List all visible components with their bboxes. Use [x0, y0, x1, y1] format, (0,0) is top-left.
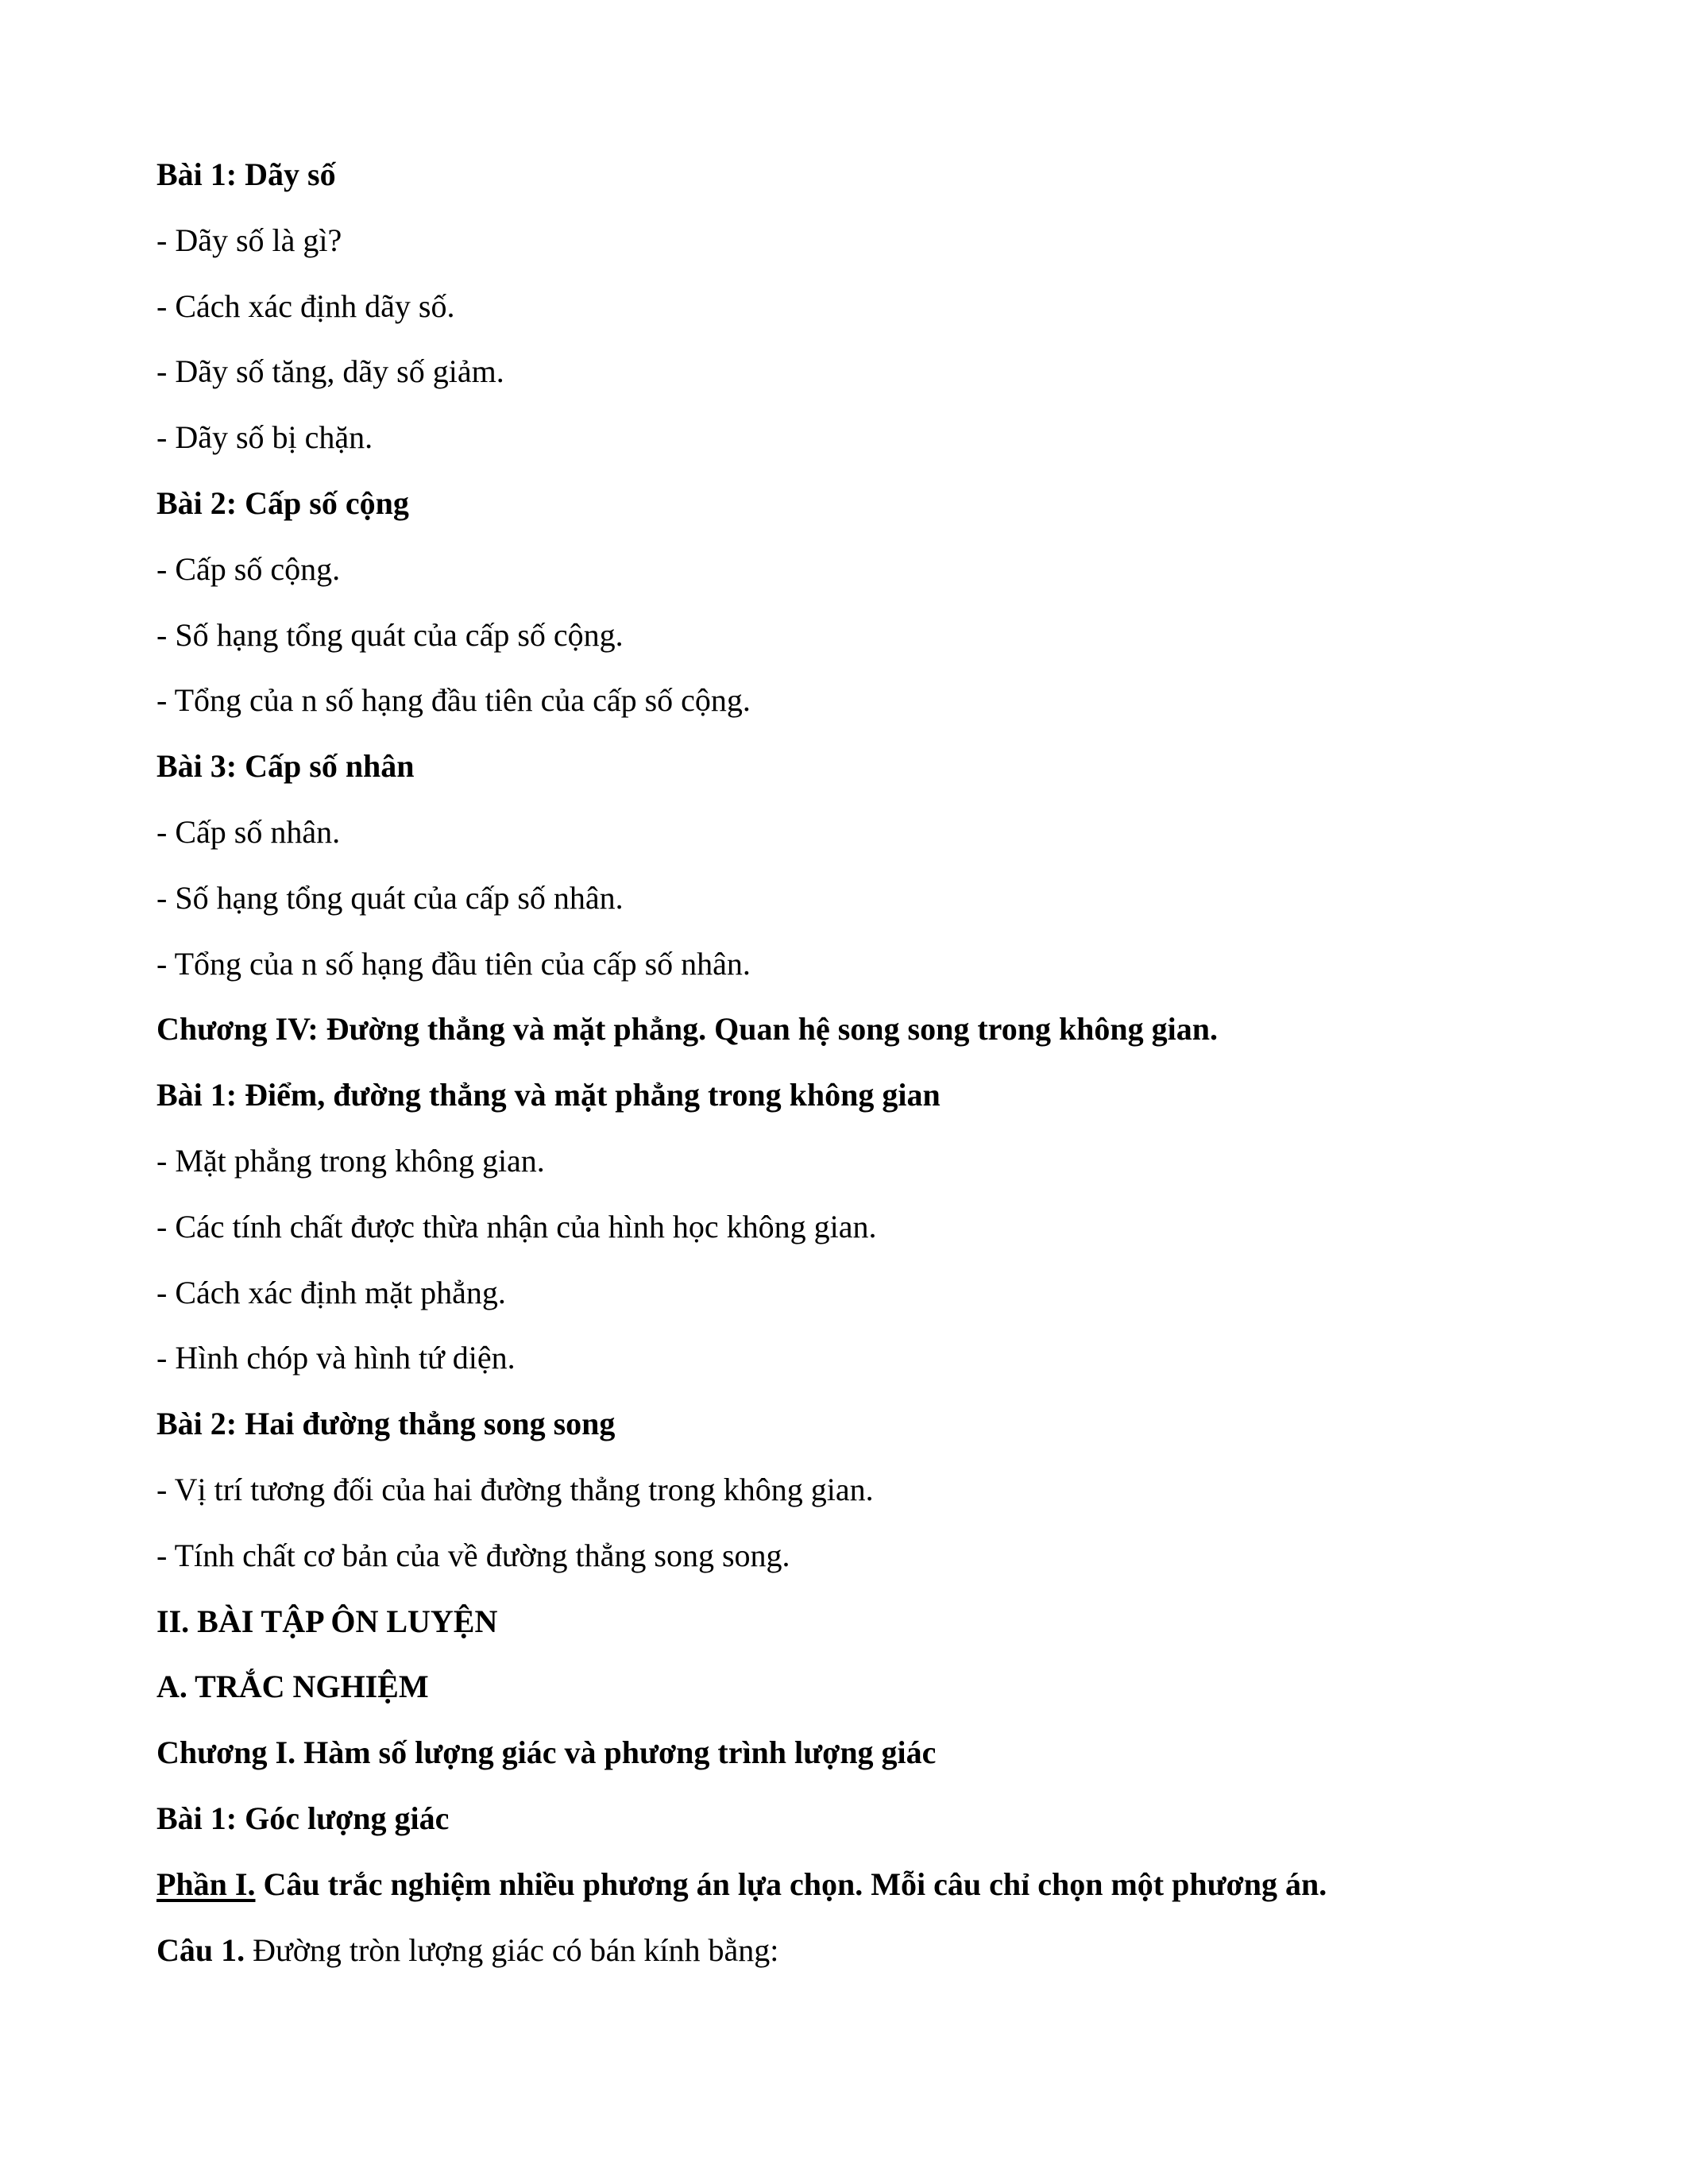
lesson-heading: Bài 1: Góc lượng giác: [156, 1800, 450, 1836]
bullet-item: - Dãy số là gì?: [156, 222, 342, 258]
part-heading: [156, 1862, 1555, 1928]
lesson-heading: Bài 2: Hai đường thẳng song song: [156, 1406, 616, 1442]
lesson-heading: Bài 1: Điểm, đường thẳng và mặt phẳng trong không gian: [156, 1077, 941, 1113]
bullet-item: - Dãy số tăng, dãy số giảm.: [156, 353, 504, 390]
bullet-item: - Tổng của n số hạng đầu tiên của cấp số nhân.: [156, 945, 751, 982]
bullet-item: - Cấp số cộng.: [156, 550, 341, 587]
bullet-item: - Mặt phẳng trong không gian.: [156, 1142, 545, 1179]
bullet-item: - Hình chóp và hình tứ diện.: [156, 1340, 516, 1376]
bullet-item: - Số hạng tổng quát của cấp số cộng.: [156, 616, 624, 653]
bullet-item: - Tính chất cơ bản của về đường thẳng song song.: [156, 1537, 790, 1573]
chapter-heading: Chương IV: Đường thẳng và mặt phẳng. Quan hệ song song trong không gian.: [156, 1011, 1219, 1048]
question-item: [156, 1928, 1555, 1994]
bullet-item: - Số hạng tổng quát của cấp số nhân.: [156, 879, 624, 916]
bullet-item: - Cấp số nhân.: [156, 813, 341, 850]
bullet-item: - Dãy số bị chặn.: [156, 419, 373, 456]
lesson-heading: Bài 2: Cấp số cộng: [156, 484, 409, 521]
bullet-item: - Tổng của n số hạng đầu tiên của cấp số cộng.: [156, 682, 751, 719]
bullet-item: - Cách xác định dãy số.: [156, 287, 455, 324]
bullet-item: - Các tính chất được thừa nhận của hình học không gian.: [156, 1208, 877, 1244]
lesson-heading: Bài 1: Dãy số: [156, 156, 336, 192]
bullet-item: - Vị trí tương đối của hai đường thẳng trong không gian.: [156, 1471, 874, 1507]
question-text: Đường tròn lượng giác có bán kính bằng:: [245, 1931, 779, 1968]
subsection-heading: A. TRẮC NGHIỆM: [156, 1669, 429, 1705]
part-description: Câu trắc nghiệm nhiều phương án lựa chọn. Mỗi câu chỉ chọn một phương án.: [255, 1866, 1327, 1902]
question-label: Câu 1.: [156, 1931, 245, 1968]
section-heading: II. BÀI TẬP ÔN LUYỆN: [156, 1603, 498, 1639]
chapter-heading: Chương I. Hàm số lượng giác và phương trình lượng giác: [156, 1734, 937, 1771]
document-content: [156, 152, 1555, 1993]
bullet-item: - Cách xác định mặt phẳng.: [156, 1274, 506, 1310]
lesson-heading: Bài 3: Cấp số nhân: [156, 748, 415, 785]
part-label: Phần I.: [156, 1866, 256, 1902]
